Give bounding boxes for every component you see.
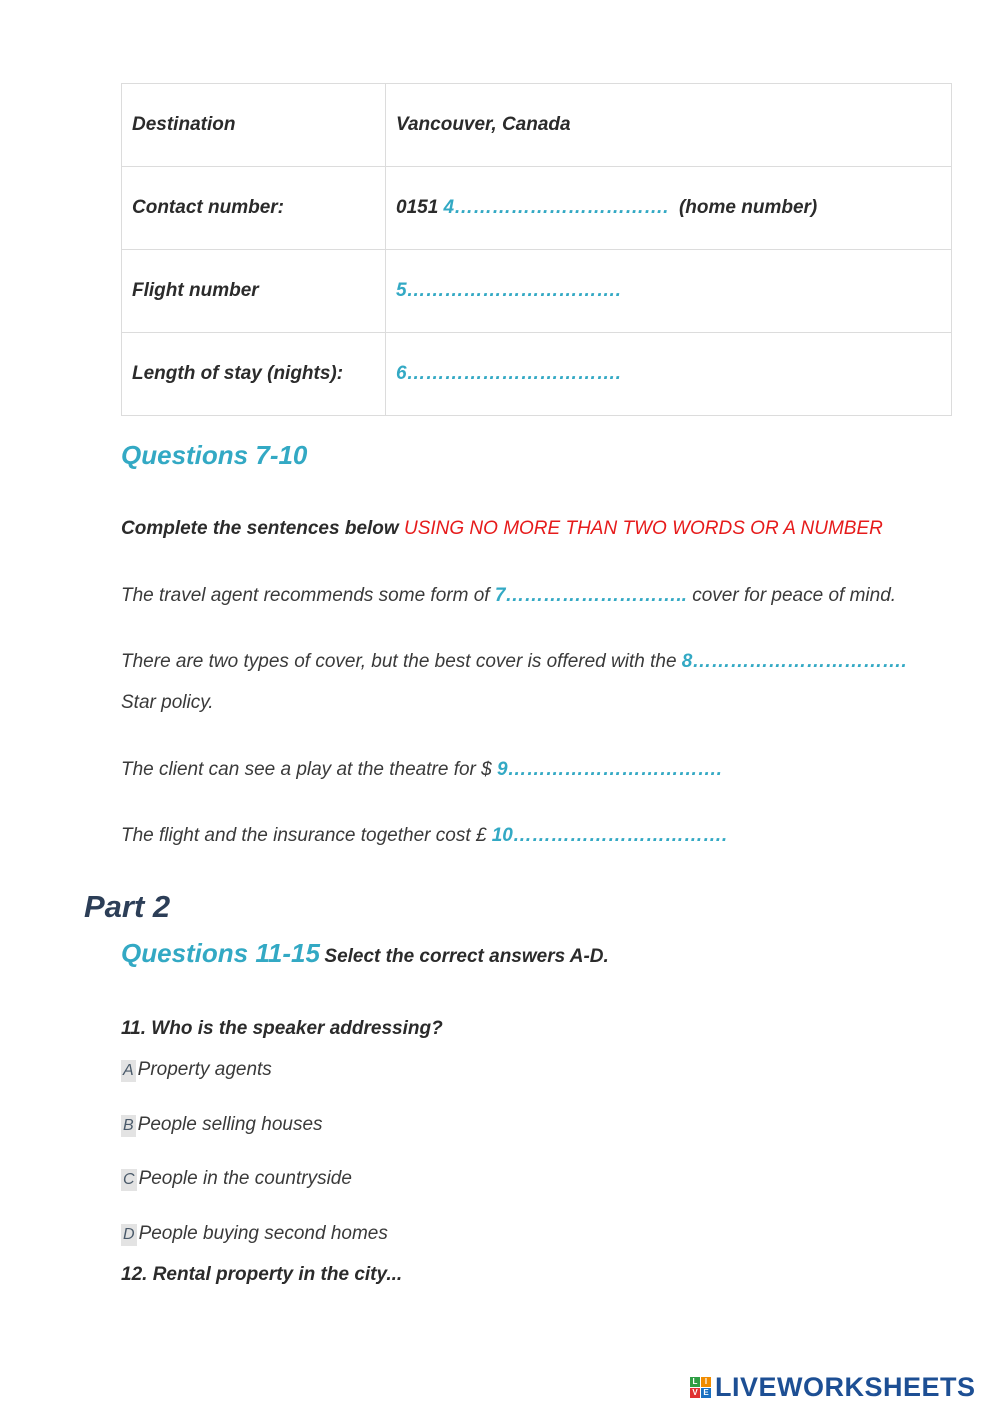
option-letter[interactable]: D bbox=[121, 1224, 137, 1246]
table-row bbox=[122, 333, 952, 416]
option-b[interactable]: B People selling houses bbox=[123, 1114, 323, 1135]
sentence-10: The flight and the insurance together cost £ 10……………………………. bbox=[121, 825, 728, 846]
question-12: 12. Rental property in the city... bbox=[121, 1264, 403, 1285]
answer-blank-9[interactable]: 9……………………………. bbox=[497, 759, 722, 780]
row-label: Flight number bbox=[122, 250, 386, 333]
section-instruction: Select the correct answers A-D. bbox=[324, 946, 609, 967]
questions-header bbox=[121, 938, 609, 969]
part-title: Part 2 bbox=[84, 889, 171, 924]
answer-blank-8[interactable]: 8……………………………. bbox=[681, 651, 907, 672]
row-label: Contact number: bbox=[122, 167, 386, 250]
table-row bbox=[122, 84, 952, 167]
row-value: 0151 4……………………………. (home number) bbox=[386, 167, 952, 250]
row-label: Destination bbox=[122, 84, 386, 167]
instruction: Complete the sentences below USING NO MORE THAN TWO WORDS OR A NUMBER bbox=[121, 518, 883, 539]
sentence-8: There are two types of cover, but the best cover is offered with the 8……………………………. bbox=[121, 651, 907, 672]
option-a[interactable]: A Property agents bbox=[123, 1059, 272, 1080]
answer-blank-7[interactable]: 7……………………….. bbox=[494, 585, 687, 606]
logo-mark-icon: L I V E bbox=[690, 1377, 711, 1398]
answer-blank-4[interactable]: 4……………………………. bbox=[443, 197, 669, 218]
section-heading: Questions 11-15 bbox=[121, 938, 320, 968]
row-value: Vancouver, Canada bbox=[386, 84, 952, 167]
table-row bbox=[122, 250, 952, 333]
row-value bbox=[386, 250, 952, 333]
option-letter[interactable]: A bbox=[121, 1060, 136, 1082]
answer-blank-10[interactable]: 10……………………………. bbox=[491, 825, 728, 846]
logo-text: LIVEWORKSHEETS bbox=[715, 1371, 976, 1402]
question-11: 11. Who is the speaker addressing? bbox=[121, 1018, 443, 1039]
option-letter[interactable]: B bbox=[121, 1115, 136, 1137]
option-d[interactable]: D People buying second homes bbox=[123, 1223, 388, 1244]
sentence-9: The client can see a play at the theatre for $ 9……………………………. bbox=[121, 759, 722, 780]
answer-blank-5[interactable]: 5……………………………. bbox=[396, 280, 621, 301]
option-letter[interactable]: C bbox=[121, 1169, 137, 1191]
instruction-emphasis: USING NO MORE THAN TWO WORDS OR A NUMBER bbox=[403, 518, 883, 539]
table-row bbox=[122, 167, 952, 250]
liveworksheets-logo bbox=[690, 1372, 976, 1402]
row-value bbox=[386, 333, 952, 416]
booking-form-table bbox=[121, 83, 952, 416]
sentence-7: The travel agent recommends some form of 7……………………….. cover for peace of mind. bbox=[121, 585, 897, 606]
row-label: Length of stay (nights): bbox=[122, 333, 386, 416]
sentence-8-continued: Star policy. bbox=[121, 692, 214, 713]
section-heading: Questions 7-10 bbox=[121, 440, 308, 470]
option-c[interactable]: C People in the countryside bbox=[123, 1168, 352, 1189]
answer-blank-6[interactable]: 6……………………………. bbox=[396, 363, 621, 384]
